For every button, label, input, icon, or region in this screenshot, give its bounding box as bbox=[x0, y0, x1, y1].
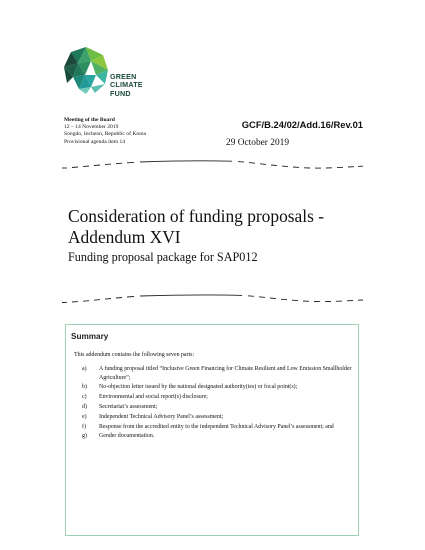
list-item-letter: f) bbox=[82, 423, 86, 430]
list-item-letter: d) bbox=[82, 403, 87, 410]
list-item-text: Response from the accredited entity to the independent Technical Advisory Panel’s assessment; and bbox=[99, 423, 334, 430]
list-item-text: No-objection letter issued by the national designated authority(ies) or focal point(s); bbox=[99, 384, 298, 391]
list-item-text: Independent Technical Advisory Panel’s assessment; bbox=[99, 413, 224, 420]
list-item bbox=[80, 365, 352, 382]
list-item-text: Environmental and social report(s) disclosure; bbox=[99, 394, 208, 401]
list-item bbox=[80, 383, 352, 392]
summary-box bbox=[65, 324, 359, 536]
logo-line-fund: FUND bbox=[110, 88, 131, 98]
gcf-logo-wordmark bbox=[110, 73, 143, 98]
list-item bbox=[80, 432, 352, 441]
gcf-logo-icon bbox=[61, 45, 111, 95]
document-subtitle: Funding proposal package for SAP012 bbox=[68, 250, 258, 264]
document-title: Consideration of funding proposals - Addendum XVI bbox=[68, 206, 324, 247]
list-item-letter: b) bbox=[82, 384, 87, 391]
meeting-agenda: Provisional agenda item 14 bbox=[64, 138, 126, 145]
list-item-letter: g) bbox=[82, 433, 87, 440]
meeting-heading: Meeting of the Board bbox=[64, 117, 115, 123]
list-item-text: Gender documentation. bbox=[99, 433, 155, 440]
summary-heading: Summary bbox=[71, 332, 109, 341]
list-item bbox=[80, 403, 352, 412]
wave-divider-top bbox=[62, 159, 363, 171]
list-item-letter: c) bbox=[82, 394, 87, 401]
list-item-text: A funding proposal titled “Inclusive Green Financing for Climate Resilient and Low Emission Smallholder Agriculture”; bbox=[99, 366, 352, 381]
summary-intro: This addendum contains the following seven parts: bbox=[74, 352, 195, 358]
list-item-text: Secretariat’s assessment; bbox=[99, 403, 158, 410]
list-item-letter: a) bbox=[82, 366, 87, 372]
meeting-info bbox=[64, 117, 214, 146]
logo-line-green: GREEN bbox=[110, 72, 137, 81]
list-item bbox=[80, 393, 352, 402]
document-reference: GCF/B.24/02/Add.16/Rev.01 bbox=[241, 119, 363, 130]
logo-line-climate: CLIMATE bbox=[110, 80, 143, 90]
document-date: 29 October 2019 bbox=[226, 138, 290, 148]
summary-list bbox=[80, 365, 352, 442]
meeting-location: Songdo, Incheon, Republic of Korea bbox=[64, 131, 147, 138]
wave-divider-bottom bbox=[62, 293, 363, 305]
list-item bbox=[80, 423, 352, 432]
list-item-letter: e) bbox=[82, 413, 87, 420]
list-item bbox=[80, 413, 352, 422]
meeting-dates: 12 – 14 November 2019 bbox=[64, 124, 119, 131]
